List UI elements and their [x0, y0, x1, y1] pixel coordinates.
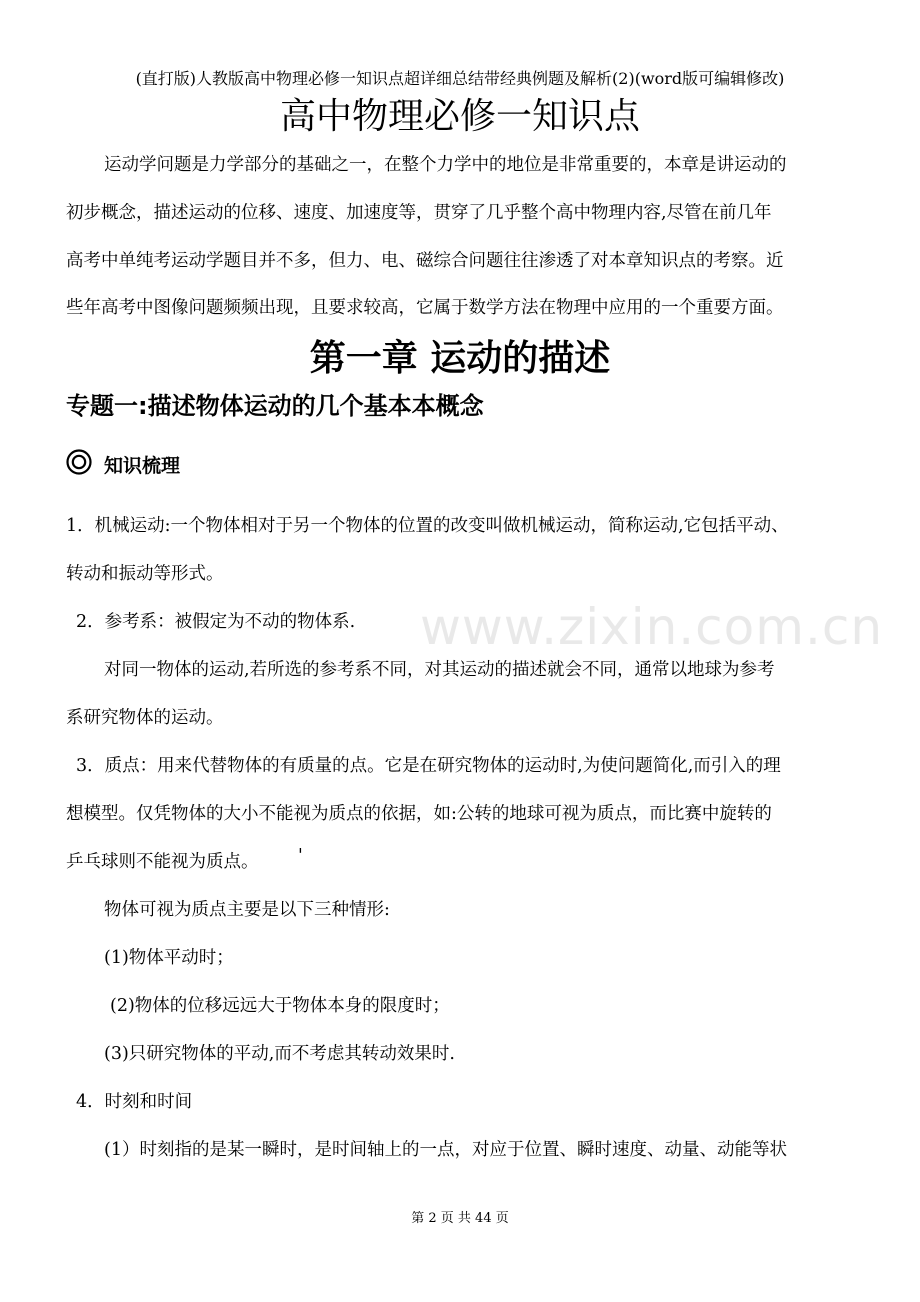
intro-line-4: 些年高考中图像问题频频出现，且要求较高，它属于数学方法在物理中应用的一个重要方面。	[66, 298, 784, 318]
chapter-heading: 第一章 运动的描述	[309, 338, 611, 379]
section-label: 知识梳理	[104, 455, 181, 477]
item4-1-line: (1）时刻指的是某一瞬时，是时间轴上的一点，对应于位置、瞬时速度、动量、动能等状	[104, 1140, 787, 1160]
item3-line-2: 想模型。仅凭物体的大小不能视为质点的依据，如:公转的地球可视为质点，而比赛中旋转的	[66, 804, 772, 824]
page-title: 高中物理必修一知识点	[279, 96, 640, 137]
stray-mark: '	[298, 846, 303, 866]
item3-case-2: (2)物体的位移远远大于物体本身的限度时；	[110, 996, 450, 1016]
item2-detail-line-1: 对同一物体的运动,若所选的参考系不同，对其运动的描述就会不同，通常以地球为参考	[104, 660, 775, 680]
double-circle-icon	[66, 449, 92, 475]
topic-heading: 专题一:描述物体运动的几个基本本概念	[66, 392, 484, 420]
item3-case-3: (3)只研究物体的平动,而不考虑其转动效果时.	[104, 1044, 455, 1064]
intro-line-2: 初步概念，描述运动的位移、速度、加速度等，贯穿了几乎整个高中物理内容,尽管在前几年	[66, 203, 772, 223]
item2-heading: 2．参考系：被假定为不动的物体系.	[76, 612, 356, 632]
item3-line-3: 乒乓球则不能视为质点。	[66, 852, 259, 872]
item2-detail-line-2: 系研究物体的运动。	[66, 708, 224, 728]
item3-intro: 物体可视为质点主要是以下三种情形:	[104, 900, 390, 920]
item1-line-1: 1．机械运动:一个物体相对于另一个物体的位置的改变叫做机械运动，简称运动,它包括平动、	[66, 516, 789, 536]
item1-line-2: 转动和振动等形式。	[66, 564, 224, 584]
document-header: (直打版)人教版高中物理必修一知识点超详细总结带经典例题及解析(2)(word版可编辑修改)	[135, 69, 785, 88]
page-footer: 第 2 页 共 44 页	[411, 1211, 509, 1226]
item4-heading: 4．时刻和时间	[76, 1092, 193, 1112]
item3-line-1: 3．质点：用来代替物体的有质量的点。它是在研究物体的运动时,为使问题简化,而引入的理	[76, 756, 781, 776]
intro-line-1: 运动学问题是力学部分的基础之一，在整个力学中的地位是非常重要的，本章是讲运动的	[104, 155, 787, 175]
intro-line-3: 高考中单纯考运动学题目并不多，但力、电、磁综合问题往往渗透了对本章知识点的考察。近	[66, 251, 784, 271]
item3-case-1: (1)物体平动时；	[104, 948, 234, 968]
watermark: www.zixin.com.cn	[420, 598, 884, 656]
